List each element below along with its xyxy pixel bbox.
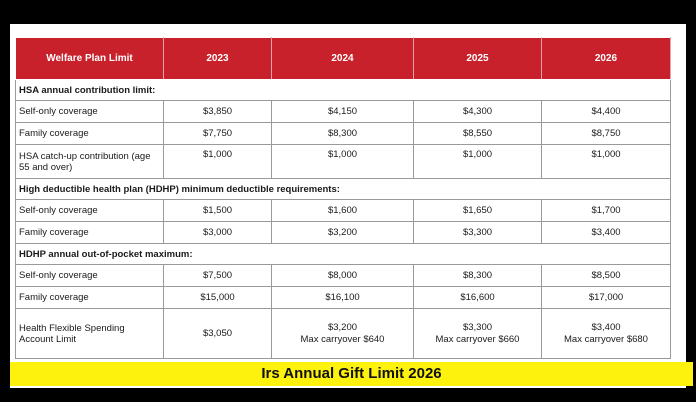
section-title: HSA annual contribution limit: [16,80,671,101]
section-title: High deductible health plan (HDHP) minimum deductible requirements: [16,179,671,200]
cell-value: $1,650 [414,200,542,222]
image-frame [4,4,692,398]
cell-value: $1,000 [164,145,272,179]
cell-value: $1,000 [272,145,414,179]
row-label: Family coverage [16,222,164,244]
cell-value-main: $3,050 [202,327,233,339]
row-label: Self-only coverage [16,200,164,222]
cell-value: $16,100 [272,287,414,309]
carryover-note: Max carryover $640 [300,333,385,345]
table-row [16,123,671,145]
welfare-limits-table [15,37,671,359]
column-header: 2025 [414,38,542,80]
column-header: Welfare Plan Limit [16,38,164,80]
cell-value: $3,200 [272,222,414,244]
table-row [16,265,671,287]
carryover-note: Max carryover $660 [435,333,520,345]
column-header: 2024 [272,38,414,80]
cell-value: $8,000 [272,265,414,287]
column-header: 2026 [542,38,671,80]
section-row [16,244,671,265]
cell-value: $1,500 [164,200,272,222]
table-row [16,200,671,222]
cell-value: $7,500 [164,265,272,287]
cell-value: $15,000 [164,287,272,309]
section-title: HDHP annual out-of-pocket maximum: [16,244,671,265]
row-label: Self-only coverage [16,101,164,123]
cell-value [272,309,414,359]
row-label: HSA catch-up contribution (age 55 and over) [16,145,164,179]
table-container [10,24,686,388]
row-label: Family coverage [16,287,164,309]
carryover-note: Max carryover $680 [564,333,648,345]
cell-value: $1,000 [414,145,542,179]
cell-value: $3,850 [164,101,272,123]
section-row [16,80,671,101]
row-label: Self-only coverage [16,265,164,287]
table-row [16,145,671,179]
title-banner: Irs Annual Gift Limit 2026 [10,362,693,386]
cell-value: $3,300 [414,222,542,244]
table-row [16,101,671,123]
cell-value [542,309,671,359]
cell-value: $8,750 [542,123,671,145]
cell-value: $8,550 [414,123,542,145]
cell-value: $3,000 [164,222,272,244]
cell-value [414,309,542,359]
cell-value: $1,600 [272,200,414,222]
row-label: Family coverage [16,123,164,145]
cell-value-main: $3,400 [591,321,621,333]
row-label: Health Flexible Spending Account Limit [16,309,164,359]
cell-value: $8,300 [414,265,542,287]
cell-value: $3,400 [542,222,671,244]
cell-value-main: $3,300 [462,321,493,333]
cell-value: $4,400 [542,101,671,123]
cell-value: $1,000 [542,145,671,179]
section-row [16,179,671,200]
cell-value-main: $3,200 [327,321,358,333]
table-row [16,287,671,309]
column-header: 2023 [164,38,272,80]
cell-value: $7,750 [164,123,272,145]
cell-value: $4,300 [414,101,542,123]
cell-value: $17,000 [542,287,671,309]
cell-value: $8,300 [272,123,414,145]
cell-value: $1,700 [542,200,671,222]
header-row [16,38,671,80]
cell-value [164,309,272,359]
cell-value: $4,150 [272,101,414,123]
table-row [16,309,671,359]
cell-value: $8,500 [542,265,671,287]
cell-value: $16,600 [414,287,542,309]
table-row [16,222,671,244]
